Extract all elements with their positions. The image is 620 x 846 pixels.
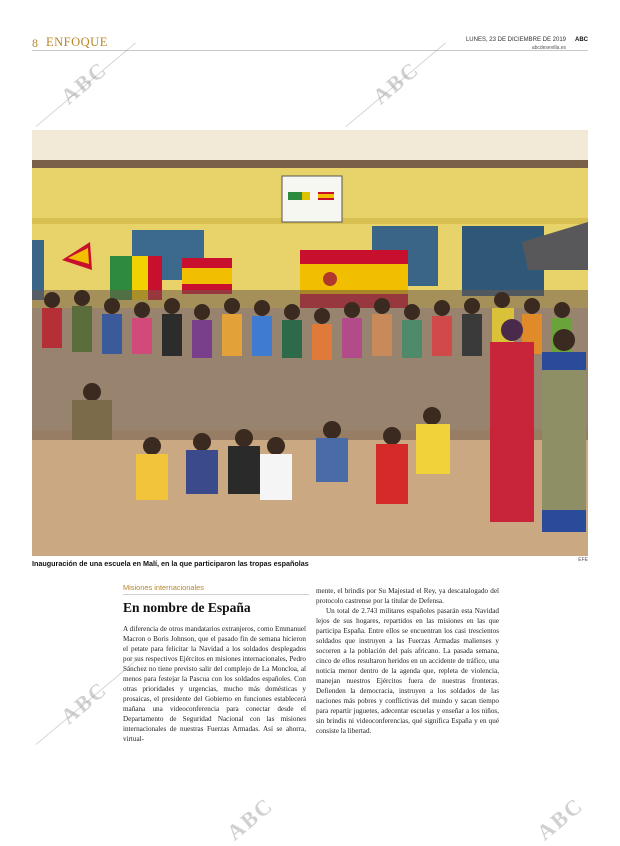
watermark-line	[36, 43, 136, 127]
watermark-logo: ABC	[55, 676, 113, 730]
watermark-logo: ABC	[531, 792, 589, 846]
photo-caption: Inauguración de una escuela en Malí, en la que participaron las tropas españolas	[32, 559, 309, 568]
brand-name: ABC	[575, 37, 588, 43]
article-paragraph: mente, el brindis por Su Majestad el Rey, ya descatalogado del protocolo castrense por la titular de Defensa.	[316, 587, 499, 605]
article-column-2	[316, 586, 499, 736]
photo-credit: EFE	[578, 557, 588, 563]
article-column-1	[123, 624, 306, 744]
article-paragraph: A diferencia de otros mandatarios extranjeros, como Emmanuel Macron o Boris Johnson, que el pasado fin de semana hicieron el petate para felicitar la Navidad a los soldados desplegados por sus respectivos Ejércitos en misiones internacionales, Pedro Sánchez no tiene previsto salir del complejo de La Moncloa, al menos para festejar la Pascua con los soldados españoles. Con otras prioridades y urgencias, mucho más domésticas y prosaicas, el presidente del Gobierno en funciones establecerá mañana una videoconferencia para conectar desde el Departamento de Seguridad Nacional con las misiones internacionales de nuestras Fuerzas Armadas. Así se ahorra, virtual-	[123, 625, 306, 743]
watermark-logo: ABC	[55, 56, 113, 110]
group-photo-icon	[32, 130, 588, 556]
article-kicker: Misiones internacionales	[123, 583, 204, 592]
kicker-divider	[123, 594, 309, 595]
section-title: ENFOQUE	[46, 35, 108, 49]
watermark-line	[346, 43, 446, 127]
group-photo	[32, 130, 588, 556]
article-paragraph: Un total de 2.743 militares españoles pasarán esta Navidad lejos de sus hogares, repartidos en las misiones en las que participa España. Entre ellos se encuentran los casi trescientos soldados que instruyen a las Fuerzas Armadas malienses y socorren a la población del país africano. La pasada semana, cinco de ellos resultaron heridos en un accidente de tráfico, una noticia menor dentro de la agenda que, repleta de violencia, manejan nuestros Ejércitos fuera de nuestras fronteras. Defienden la democracia, instruyen a los soldados de las naciones más pobres y conflictivas del mundo y sacan tiempo para repartir juguetes, adecentar escuelas y enseñar a los niños, sin brindis ni videoconferencias, qué significa España y en qué consiste la libertad.	[316, 607, 499, 735]
article-headline: En nombre de España	[123, 600, 251, 615]
watermark-logo: ABC	[367, 56, 425, 110]
watermark-logo: ABC	[221, 792, 279, 846]
watermark-line	[36, 661, 136, 745]
issue-date: LUNES, 23 DE DICIEMBRE DE 2019	[465, 37, 566, 43]
site-url: abcdesevilla.es	[531, 45, 566, 51]
page-header	[32, 34, 588, 51]
page-number: 8	[32, 36, 38, 50]
